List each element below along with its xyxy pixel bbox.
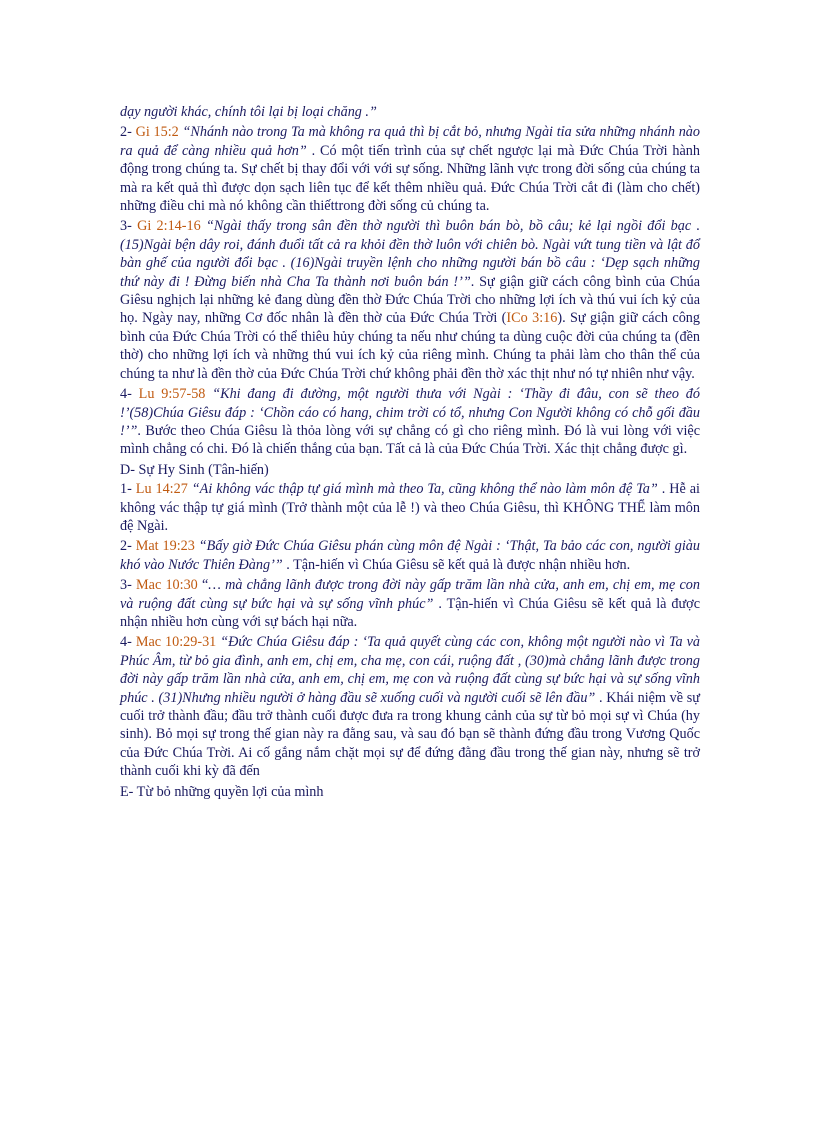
paragraph — [120, 537, 700, 574]
scripture-quote: “Ngài thấy trong sân đền thờ người thì buôn bán bò, bồ câu; kẻ lại ngồi đổi bạc .(15)Ngài bện dây roi, đánh đuổi tất cả ra khỏi đền thờ luôn với chiên bò. Ngài vứt tung tiền và lật đổ bàn ghế của người đổi bạc . (16)Ngài truyền lệnh cho những người bán bồ câu : ‘Dẹp sạch những thứ này đi ! Đừng biến nhà Cha Ta thành nơi buôn bán !’” — [120, 218, 700, 290]
scripture-quote: “Nhánh nào trong Ta mà không ra quả thì bị cắt bỏ, nhưng Ngài tỉa sửa những nhánh nào ra quả để càng nhiều quả hơn” — [120, 124, 700, 159]
scripture-reference: ICo 3:16 — [506, 310, 558, 327]
scripture-reference: Lu 14:27 — [135, 481, 188, 498]
paragraph — [120, 385, 700, 459]
scripture-quote: dạy người khác, chính tôi lại bị loại chăng .” — [120, 104, 377, 120]
body-text: . Bước theo Chúa Giêsu là thỏa lòng với sự chẳng có gì cho riêng mình. Đó là vui lòng với việc mình chẳng có chi. Đó là chiến thắng của bạn. Tất cả là của Đức Chúa Trời. Xác thịt chẳng được gì. — [120, 422, 700, 458]
body-text: . Hễ ai không vác thập tự giá mình (Trở thành một của lễ !) và theo Chúa Giêsu, thì KHÔNG THỂ làm môn đệ Ngài. — [120, 481, 700, 534]
paragraph — [120, 576, 700, 631]
scripture-reference: Mac 10:30 — [136, 577, 198, 594]
scripture-reference: Mat 19:23 — [135, 538, 195, 555]
body-text: 4- — [120, 634, 136, 651]
body-text: 2- — [120, 124, 136, 141]
scripture-reference: Mac 10:29-31 — [135, 634, 217, 651]
document-page — [120, 103, 700, 802]
body-text: D- Sự Hy Sinh (Tân-hiến) — [120, 461, 269, 478]
paragraph — [120, 123, 700, 215]
body-text: ). Sự giận giữ cách công bình của Đức Chúa Trời có thể thiêu hủy chúng ta nếu như chúng ta dùng cuộc đời của chúng ta (đền thờ) cho những lợi ích và những thú vui ích kỷ của riêng mình. Chúng ta phải làm cho thân thể của chúng ta như là đền thờ của Đức Chúa Trời chứ không phải đền thờ xác thịt như nó tự nhiên như vậy. — [120, 310, 700, 382]
paragraph — [120, 633, 700, 780]
body-text: . Có một tiến trình của sự chết ngược lại mà Đức Chúa Trời hành động trong chúng ta. Sự chết bị thay đổi với với sự sống. Những lãnh vực trong đời sống của chúng ta mà ra kết quả thì được dọn sạch liên tục để kết thêm nhiều quả. Đức Chúa Trời cắt đi (làm cho chết) những điều chi mà nó không cần thiếttrong đời sống củ chúng ta. — [120, 142, 700, 215]
paragraph — [120, 217, 700, 383]
body-text: 3- — [120, 577, 137, 594]
body-text: . Sự giận giữ cách công bình của Chúa Giêsu nghịch lại những kẻ đang dùng đền thờ Đức Chúa Trời cho những lợi ích và thú vui ích kỷ của họ. Ngày nay, những Cơ đốc nhân là đền thờ của Đức Chúa Trời ( — [120, 273, 700, 327]
body-text: . Tận-hiến vì Chúa Giêsu sẽ kết quả là được nhận nhiều hơn. — [286, 556, 631, 573]
body-text: . Khái niệm về sự cuối trở thành đầu; đầu trở thành cuối được đưa ra trong khung cảnh của sự từ bỏ mọi sự vì Chúa (hy sinh). Bỏ mọi sự trong thế gian này ra đằng sau, và sau đó bạn sẽ thành đứng đầu trong Vương Quốc của Đức Chúa Trời. Ai cố gắng nắm chặt mọi sự để đứng đằng đầu trong thế gian này, nhưng sẽ trở thành cuối khi kỳ đã đến — [120, 689, 700, 780]
body-text: . Tận-hiến vì Chúa Giêsu sẽ kết quả là được nhận nhiều hơn cùng với sự bách hại nữa. — [120, 595, 700, 630]
scripture-reference: Lu 9:57-58 — [138, 386, 206, 403]
scripture-reference: Gi 2:14-16 — [137, 218, 201, 235]
scripture-quote: “Đức Chúa Giêsu đáp : ‘Ta quả quyết cùng các con, không một người nào vì Ta và Phúc Âm, từ bỏ gia đình, anh em, chị em, cha mẹ, con cái, ruộng đất , (30)mà chẳng lãnh được trong đời này gấp trăm lần nhà cửa, anh em, chị em, mẹ con và ruộng đất cùng sự bức hại và sự sống vĩnh phúc . (31)Nhưng nhiều người ở hàng đầu sẽ xuống cuối và người cuối sẽ lên đầu” — [120, 634, 700, 706]
scripture-quote: “Ai không vác thập tự giá mình mà theo Ta, cũng không thể nào làm môn đệ Ta” — [187, 481, 662, 498]
section-heading — [120, 461, 700, 479]
body-text: 1- — [120, 481, 136, 498]
paragraph — [120, 480, 700, 535]
body-text: 4- — [120, 386, 139, 403]
scripture-quote: … mà chẳng lãnh được trong đời này gấp trăm lần nhà cửa, anh em, chị em, mẹ con và ruộng đất cùng sự bức hại và sự sống vĩnh phúc” — [120, 577, 700, 612]
section-heading — [120, 783, 700, 801]
scripture-reference: Gi 15:2 — [135, 124, 179, 141]
body-text: 3- — [120, 218, 138, 235]
body-text: 2- — [120, 538, 136, 555]
body-text: E- Từ bỏ những quyền lợi của mình — [120, 783, 324, 800]
paragraph — [120, 103, 700, 121]
body-text: “ — [197, 577, 209, 594]
scripture-quote: “Bấy giờ Đức Chúa Giêsu phán cùng môn đệ Ngài : ‘Thật, Ta bảo các con, người giàu khó vào Nước Thiên Đàng’” — [120, 538, 700, 573]
scripture-quote: “Khi đang đi đường, một người thưa với Ngài : ‘Thầy đi đâu, con sẽ theo đó !’(58)Chúa Giêsu đáp : ‘Chồn cáo có hang, chim trời có tổ, nhưng Con Người không có chỗ gối đầu !’” — [120, 386, 700, 439]
